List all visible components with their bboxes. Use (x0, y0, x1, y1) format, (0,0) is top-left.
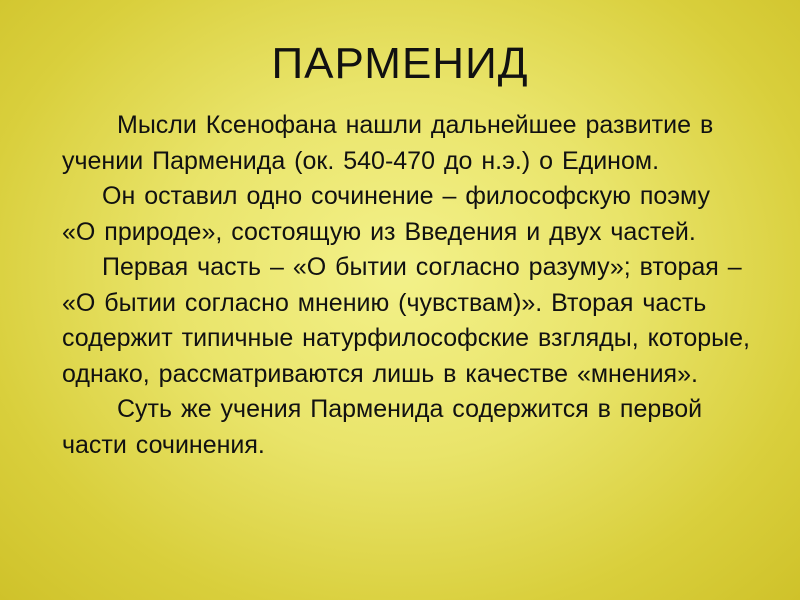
paragraph-poem: Он оставил одно сочинение – философскую поэму «О природе», состоящую из Введения и двух частей. (62, 182, 710, 246)
slide-title: ПАРМЕНИД (271, 39, 529, 88)
paragraph-essence: Суть же учения Парменида содержится в первой части сочинения. (62, 395, 703, 459)
paragraph-parts: Первая часть – «О бытии согласно разуму»; вторая – «О бытии согласно мнению (чувствам)». Вторая часть содержит типичные натурфилософские взгляды, которые, однако, рассматриваются лишь в качестве «мнения». (62, 253, 750, 388)
paragraph-xenophanes: Мысли Ксенофана нашли дальнейшее развитие в учении Парменида (ок. 540-470 до н.э.) о Едином. (62, 111, 714, 175)
slide-body (62, 108, 752, 463)
